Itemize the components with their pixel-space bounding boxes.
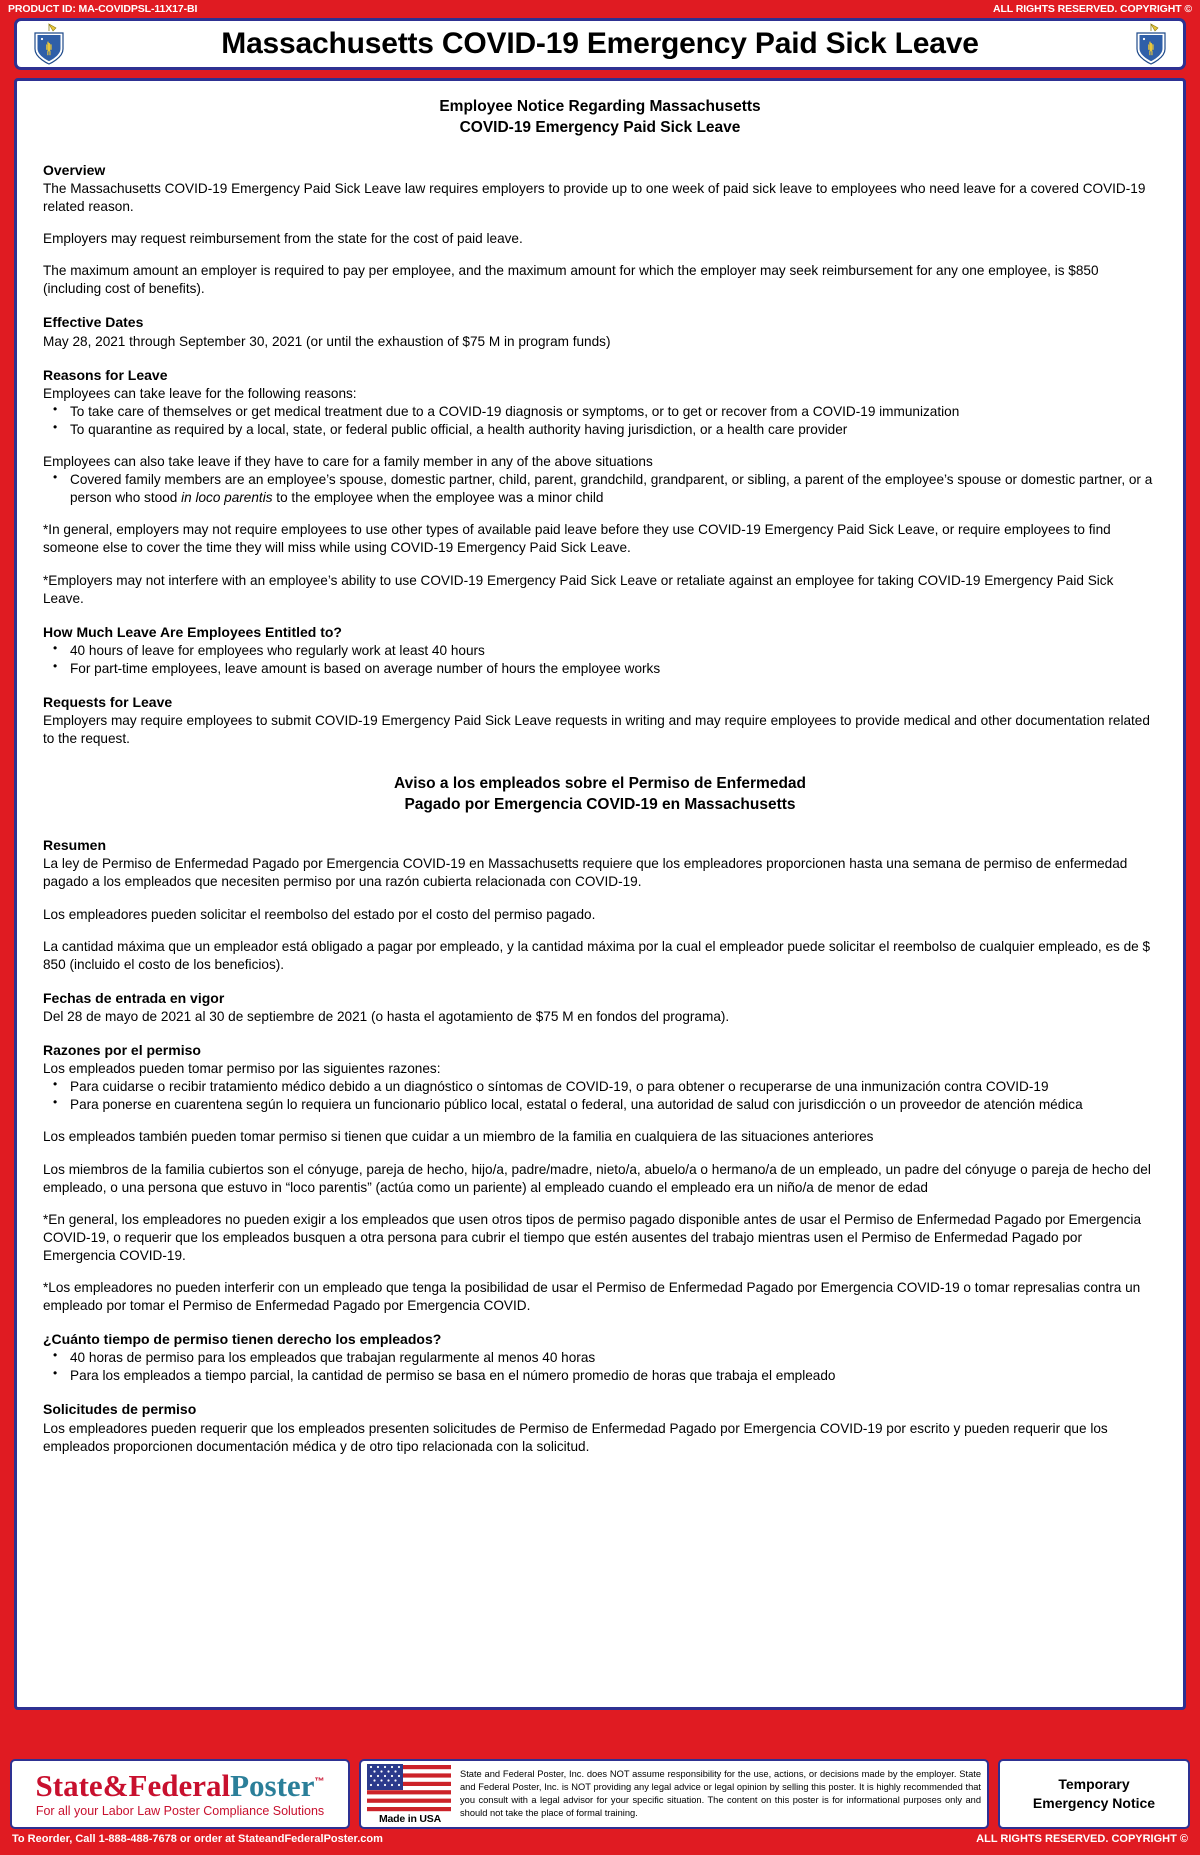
overview-paragraph-3: The maximum amount an employer is required to pay per employee, and the maximum amount for which the employer may seek reimbursement for any one employee, is $850 (including cost of benefits). [43, 263, 1099, 297]
razones-intro-text: Los empleados pueden tomar permiso por las siguientes razones: [43, 1061, 441, 1077]
massachusetts-state-seal-icon-left [29, 22, 69, 66]
list-item: • To take care of themselves or get medical treatment due to a COVID-19 diagnosis or symptoms, or to get or recover from a COVID-19 immunization [43, 403, 1157, 421]
solicitudes-section [43, 1400, 1157, 1455]
entitlement-heading: How Much Leave Are Employees Entitled to? [43, 623, 342, 640]
title-bar-wrapper [0, 18, 1200, 70]
spanish-title-line-2: Pagado por Emergencia COVID-19 en Massachusetts [404, 796, 796, 814]
resumen-paragraph-2: Los empleadores pueden solicitar el reembolso del estado por el costo del permiso pagado. [43, 906, 596, 922]
spanish-note-2: *Los empleadores no pueden interferir con un empleado que tenga la posibilidad de usar el Permiso de Enfermedad Pagado por Emergencia COVID-19 o tomar represalias contra un empleado por tomar el Permiso de Enfermedad Pagado por Emergencia COVID. [43, 1279, 1141, 1313]
familia-intro: Los empleados también pueden tomar permiso si tienen que cuidar a un miembro de la familia en cualquiera de las situaciones anteriores [43, 1129, 874, 1145]
emergency-notice-label: Emergency Notice [1032, 1795, 1156, 1811]
english-title-line-2: COVID-19 Emergency Paid Sick Leave [459, 118, 741, 136]
list-item: • 40 hours of leave for employees who regularly work at least 40 hours [43, 642, 1157, 660]
fechas-heading: Fechas de entrada en vigor [43, 989, 225, 1006]
footer-copyright-label: ALL RIGHTS RESERVED. COPYRIGHT © [976, 1833, 1188, 1845]
list-item: • For part-time employees, leave amount is based on average number of hours the employee works [43, 660, 1157, 678]
effective-dates-section [43, 313, 1157, 350]
family-bullet-part-a: Covered family members are an employee’s spouse, domestic partner, child, parent, grandchild, grandparent, or sibling, a parent of the employee’s spouse or domestic partner, or a person who stood [70, 472, 1153, 506]
spanish-note-1: *En general, los empleadores no pueden exigir a los empleados que usen otros tipos de permiso pagado disponible antes de usar el Permiso de Enfermedad Pagado por Emergencia COVID-19, o requerir que los empleados busquen a otra persona para cubrir el tiempo que estén ausentes del trabajo mientras usen el Permiso de Enfermedad Pagado por Emergencia COVID-19. [43, 1211, 1142, 1263]
cuanto-bullet-list [43, 1349, 1157, 1385]
reasons-intro-text: Employees can take leave for the following reasons: [43, 385, 357, 401]
requests-for-leave-text: Employers may require employees to submit COVID-19 Emergency Paid Sick Leave requests in writing and may require employees to provide medical and other documentation related to the request. [43, 713, 1150, 747]
massachusetts-state-seal-icon-right [1131, 22, 1171, 66]
english-title-line-1: Employee Notice Regarding Massachusetts [439, 98, 761, 115]
overview-paragraph-1: The Massachusetts COVID-19 Emergency Paid Sick Leave law requires employers to provide up to one week of paid sick leave to employees who need leave for a covered COVID-19 related reason. [43, 181, 1146, 215]
requests-for-leave-section [43, 693, 1157, 748]
top-strip [0, 0, 1200, 18]
reorder-info: To Reorder, Call 1-888-488-7678 or order at StateandFederalPoster.com [12, 1833, 383, 1845]
spanish-title-line-1: Aviso a los empleados sobre el Permiso de Enfermedad [393, 775, 807, 793]
logo-state-text: State [35, 1768, 103, 1803]
entitlement-bullet-list [43, 642, 1157, 678]
footer-bottom-strip [10, 1829, 1190, 1849]
familia-paragraph: Los miembros de la familia cubiertos son el cónyuge, pareja de hecho, hijo/a, padre/madre, nieto/a, abuelo/a o hermano/a de un empleado, un padre del cónyuge o pareja de hecho del empleado, o una persona que estuvo in “loco parentis” (actúa como un pariente) al empleado cuando el empleado era un niño/a de menor de edad [43, 1161, 1151, 1195]
top-copyright-label: ALL RIGHTS RESERVED. COPYRIGHT © [992, 3, 1192, 15]
temporary-emergency-notice-box [998, 1759, 1190, 1829]
disclaimer-text: State and Federal Poster, Inc. does NOT assume responsibility for the use, actions, or decisions made by the employer. State and Federal Poster, Inc. is NOT providing any legal advice or legal opinion by selling this poster. It is highly recommended that you consult with a legal advisor for your specific situation. The content on this poster is for informational purposes only and should not take the place of formal training. [460, 1768, 981, 1819]
solicitudes-text: Los empleadores pueden requerir que los empleados presenten solicitudes de Permiso de Enfermedad Pagado por Emergencia COVID-19 por escrito y pueden requerir que los empleados proporcionen documentación médica y de otro tipo relacionada con la solicitud. [43, 1420, 1108, 1454]
reasons-for-leave-heading: Reasons for Leave [43, 366, 168, 383]
covered-family-members-list [43, 471, 1157, 507]
usa-flag-icon [367, 1764, 451, 1812]
product-id-label: PRODUCT ID: MA-COVIDPSL-11X17-BI [8, 3, 198, 15]
list-item [43, 471, 1157, 507]
english-document-title [43, 97, 1157, 139]
logo-poster-text: Poster [230, 1768, 315, 1803]
reasons-for-leave-section [43, 366, 1157, 439]
family-bullet-italic: in loco parentis [181, 490, 273, 506]
trademark-symbol: ™ [314, 1776, 325, 1788]
logo-wordmark [36, 1770, 325, 1801]
logo-federal-text: Federal [128, 1768, 231, 1803]
page-title: Massachusetts COVID-19 Emergency Paid Sick Leave [221, 27, 979, 60]
family-member-intro: Employees can also take leave if they have to care for a family member in any of the above situations [43, 454, 653, 470]
poster-footer [0, 1755, 1200, 1855]
logo-tagline: For all your Labor Law Poster Compliance Solutions [35, 1804, 325, 1818]
cuanto-tiempo-section [43, 1330, 1157, 1385]
made-in-usa-block [367, 1764, 453, 1825]
footer-boxes-row [10, 1755, 1190, 1829]
overview-paragraph-2: Employers may request reimbursement from the state for the cost of paid leave. [43, 231, 523, 247]
reasons-bullet-list [43, 403, 1157, 439]
effective-dates-heading: Effective Dates [43, 314, 144, 331]
solicitudes-heading: Solicitudes de permiso [43, 1401, 197, 1418]
poster-title-bar [14, 18, 1186, 70]
poster-body-card [14, 78, 1186, 1710]
family-bullet-part-b: to the employee when the employee was a minor child [272, 490, 604, 506]
disclaimer-box [359, 1759, 989, 1829]
logo-ampersand: & [102, 1768, 129, 1803]
list-item: • 40 horas de permiso para los empleados que trabajan regularmente al menos 40 horas [43, 1349, 1157, 1367]
made-in-usa-label: Made in USA [379, 1812, 441, 1825]
english-note-1: *In general, employers may not require employees to use other types of available paid leave before they use COVID-19 Emergency Paid Sick Leave, or require employees to find someone else to cover the time they will miss while using COVID-19 Emergency Paid Sick Leave. [43, 522, 1111, 556]
list-item: • Para los empleados a tiempo parcial, la cantidad de permiso se basa en el número promedio de horas que trabaja el empleado [43, 1367, 1157, 1385]
razones-bullet-list [43, 1078, 1157, 1114]
resumen-heading: Resumen [43, 837, 107, 854]
cuanto-tiempo-heading: ¿Cuánto tiempo de permiso tienen derecho los empleados? [43, 1331, 442, 1348]
english-note-2: *Employers may not interfere with an employee’s ability to use COVID-19 Emergency Paid Sick Leave or retaliate against an employee for taking COVID-19 Emergency Paid Sick Leave. [43, 572, 1114, 606]
razones-section [43, 1041, 1157, 1114]
list-item: • Para cuidarse o recibir tratamiento médico debido a un diagnóstico o síntomas de COVID-19, o para obtener o recuperarse de una inmunización contra COVID-19 [43, 1078, 1157, 1096]
requests-for-leave-heading: Requests for Leave [43, 694, 173, 710]
resumen-paragraph-1: La ley de Permiso de Enfermedad Pagado por Emergencia COVID-19 en Massachusetts requiere que los empleadores proporcionen hasta una semana de permiso de enfermedad pagado a los empleados que necesiten permiso por una razón cubierta relacionada con COVID-19. [43, 856, 1128, 890]
entitlement-section [43, 623, 1157, 678]
effective-dates-text: May 28, 2021 through September 30, 2021 (or until the exhaustion of $75 M in program funds) [43, 333, 611, 349]
poster-body-wrapper [0, 70, 1200, 1710]
list-item: • To quarantine as required by a local, state, or federal public official, a health authority having jurisdiction, or a health care provider [43, 421, 1157, 439]
fechas-text: Del 28 de mayo de 2021 al 30 de septiembre de 2021 (o hasta el agotamiento de $75 M en fondos del programa). [43, 1008, 730, 1024]
resumen-paragraph-3: La cantidad máxima que un empleador está obligado a pagar por empleado, y la cantidad máxima por la cual el empleador puede solicitar el reembolso de cualquier empleado, es de $ 850 (incluido el costo de los beneficios). [43, 938, 1151, 972]
fechas-section [43, 989, 1157, 1026]
temporary-label: Temporary [1058, 1776, 1130, 1793]
list-item: • Para ponerse en cuarentena según lo requiera un funcionario público local, estatal o federal, una autoridad de salud con jurisdicción o un proveedor de atención médica [43, 1096, 1157, 1114]
state-and-federal-poster-logo[interactable] [10, 1759, 350, 1829]
spanish-document-title [43, 774, 1157, 816]
razones-heading: Razones por el permiso [43, 1042, 201, 1059]
overview-heading: Overview [43, 161, 106, 178]
